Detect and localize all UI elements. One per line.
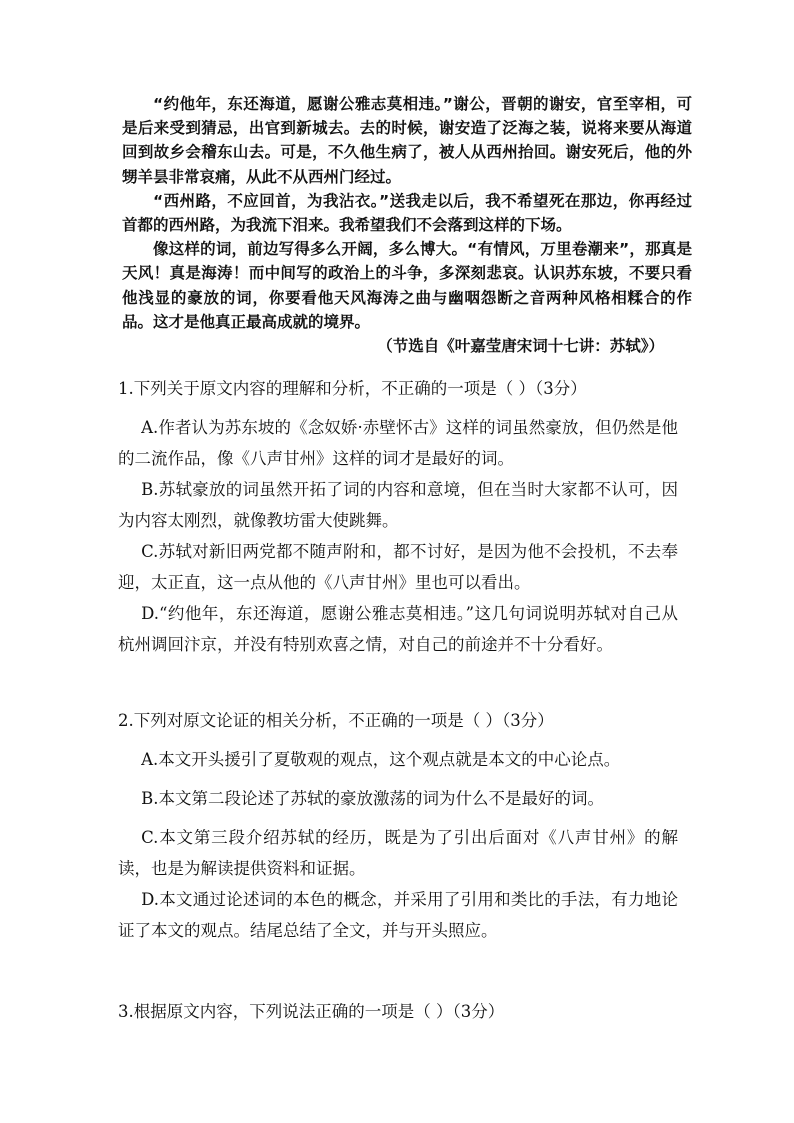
- question-1-option-a: A.作者认为苏东坡的《念奴娇·赤壁怀古》这样的词虽然豪放，但仍然是他的二流作品，像《八声甘州》这样的词才是最好的词。: [118, 418, 678, 468]
- question-1-option-d: D.“约他年，东还海道，愿谢公雅志莫相违。”这几句词说明苏轼对自己从杭州调回汴京，并没有特别欢喜之情，对自己的前途并不十分看好。: [118, 604, 678, 654]
- question-2: [118, 705, 678, 946]
- question-2-stem: 2.下列对原文论证的相关分析，不正确的一项是（ ）（3分）: [118, 711, 554, 730]
- passage-source: （节选自《叶嘉莹唐宋词十七讲：苏轼》）: [377, 337, 664, 356]
- question-3: [118, 996, 678, 1027]
- question-2-option-c: C.本文第三段介绍苏轼的经历，既是为了引出后面对《八声甘州》的解读，也是为解读提供资料和证据。: [118, 828, 678, 878]
- question-2-option-d: D.本文通过论述词的本色的概念，并采用了引用和类比的手法，有力地论证了本文的观点。结尾总结了全文，并与开头照应。: [118, 890, 678, 940]
- question-1-option-b: B.苏轼豪放的词虽然开拓了词的内容和意境，但在当时大家都不认可，因为内容太刚烈，就像教坊雷大使跳舞。: [118, 480, 678, 530]
- passage-paragraph-3: 像这样的词，前边写得多么开阔，多么博大。“有情风，万里卷潮来”，那真是天风！真是海涛！而中间写的政治上的斗争，多深刻悲哀。认识苏东坡，不要只看他浅显的豪放的词，你要看他天风海涛之曲与幽咽怨断之音两种风格相糅合的作品。这才是他真正最高成就的境界。: [122, 240, 692, 331]
- reading-passage: [122, 92, 692, 358]
- question-3-stem: 3.根据原文内容，下列说法正确的一项是（ ）（3分）: [118, 1002, 505, 1021]
- question-1-stem: 1.下列关于原文内容的理解和分析，不正确的一项是（ ）（3分）: [118, 379, 587, 398]
- question-2-option-b: B.本文第二段论述了苏轼的豪放激荡的词为什么不是最好的词。: [141, 789, 604, 808]
- passage-paragraph-1: “约他年，东还海道，愿谢公雅志莫相违。”谢公，晋朝的谢安，官至宰相，可是后来受到猜忌，出官到新城去。去的时候，谢安造了泛海之装，说将来要从海道回到故乡会稽东山去。可是，不久他生病了，被人从西州抬回。谢安死后，他的外甥羊昙非常哀痛，从此不从西州门经过。: [122, 95, 692, 186]
- passage-paragraph-2: “西州路，不应回首，为我沾衣。”送我走以后，我不希望死在那边，你再经过首都的西州路，为我流下泪来。我希望我们不会落到这样的下场。: [122, 191, 692, 235]
- question-1: [118, 373, 678, 660]
- question-1-option-c: C.苏轼对新旧两党都不随声附和，都不讨好，是因为他不会投机，不去奉迎，太正直，这一点从他的《八声甘州》里也可以看出。: [118, 542, 678, 592]
- question-2-option-a: A.本文开头援引了夏敬观的观点，这个观点就是本文的中心论点。: [141, 750, 621, 769]
